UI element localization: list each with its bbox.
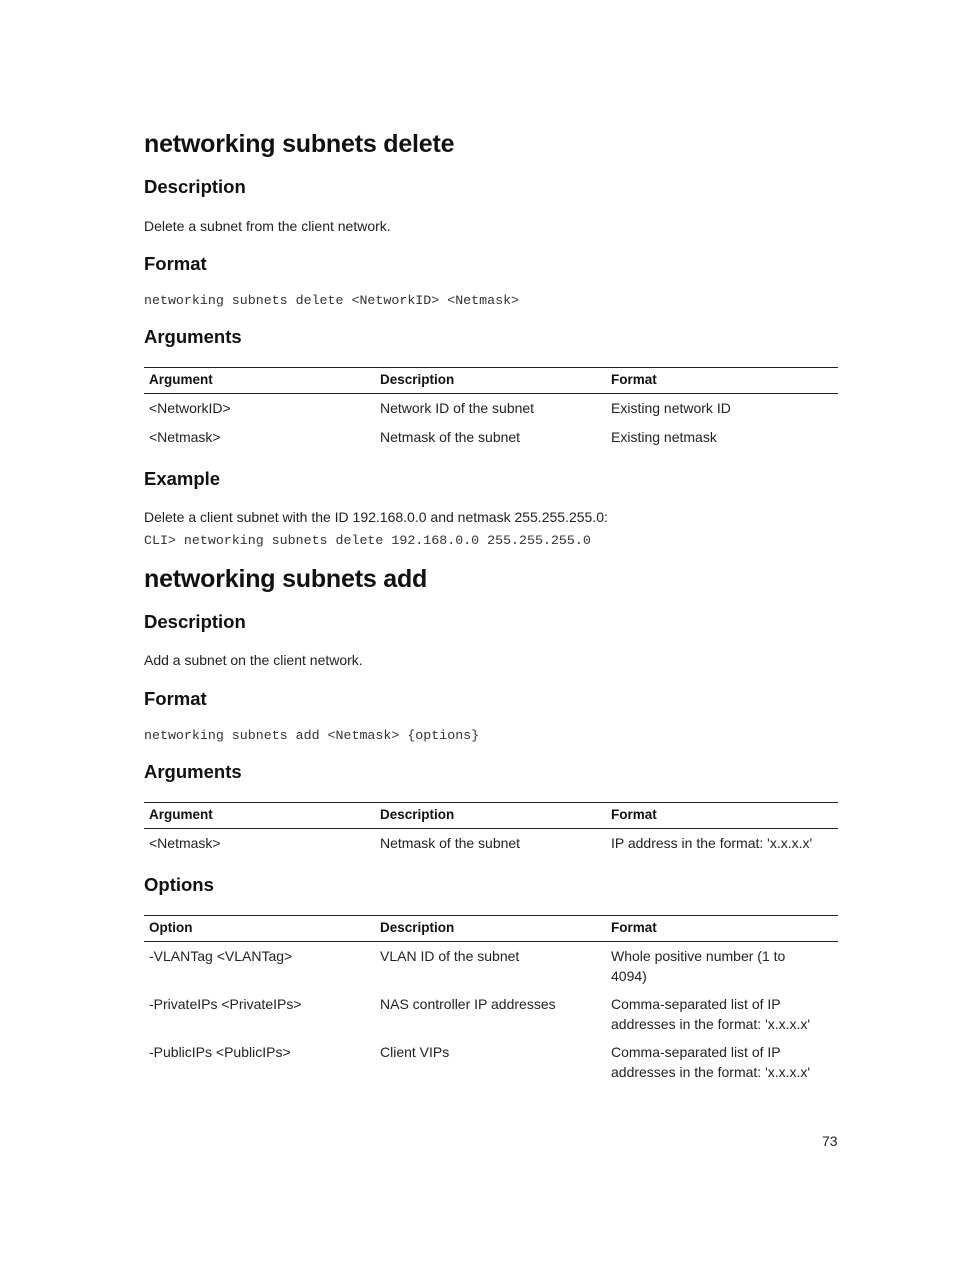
column-header: Format xyxy=(606,803,838,829)
column-header: Format xyxy=(606,368,838,394)
format-heading: Format xyxy=(144,688,207,709)
table-cell: -VLANTag <VLANTag> xyxy=(149,948,293,964)
column-header: Argument xyxy=(144,803,375,829)
example-heading: Example xyxy=(144,468,221,489)
options-heading: Options xyxy=(144,874,214,895)
table-cell: Netmask of the subnet xyxy=(380,428,521,445)
table-cell: IP address in the format: 'x.x.x.x' xyxy=(611,835,813,851)
arguments-table xyxy=(144,367,838,451)
table-cell: Comma-separated list of IP addresses in the format: 'x.x.x.x' xyxy=(611,1044,811,1080)
table-cell: Comma-separated list of IP addresses in the format: 'x.x.x.x' xyxy=(611,996,811,1032)
options-table xyxy=(144,915,838,1086)
table-cell: Existing network ID xyxy=(611,400,731,416)
format-heading: Format xyxy=(144,253,207,274)
table-cell: Whole positive number (1 to 4094) xyxy=(611,948,786,984)
table-cell: Client VIPs xyxy=(380,1044,450,1060)
table-cell: Existing netmask xyxy=(611,428,717,445)
table-row xyxy=(144,394,838,423)
table-cell: Network ID of the subnet xyxy=(380,400,535,416)
table-cell: <Netmask> xyxy=(149,835,221,851)
table-cell: <Netmask> xyxy=(149,428,221,445)
column-header: Argument xyxy=(144,368,375,394)
column-header: Format xyxy=(606,916,838,942)
column-header: Option xyxy=(144,916,375,942)
description-heading: Description xyxy=(144,176,246,197)
table-row xyxy=(144,423,838,452)
table-header-row xyxy=(144,803,838,829)
page-number: 73 xyxy=(822,1133,838,1149)
table-row xyxy=(144,829,838,858)
table-row xyxy=(144,942,838,991)
section-title-add: networking subnets add xyxy=(144,565,428,593)
table-cell: <NetworkID> xyxy=(149,400,231,416)
table-header-row xyxy=(144,916,838,942)
description-text: Delete a subnet from the client network. xyxy=(144,218,391,234)
column-header: Description xyxy=(375,803,606,829)
table-cell: Netmask of the subnet xyxy=(380,835,521,851)
table-cell: -PrivateIPs <PrivateIPs> xyxy=(149,996,302,1012)
table-header-row xyxy=(144,368,838,394)
arguments-table xyxy=(144,802,838,858)
arguments-heading: Arguments xyxy=(144,326,242,347)
description-text: Add a subnet on the client network. xyxy=(144,652,363,668)
section-title-delete: networking subnets delete xyxy=(144,130,455,158)
table-row xyxy=(144,1038,838,1086)
table-cell: VLAN ID of the subnet xyxy=(380,948,520,964)
description-heading: Description xyxy=(144,611,246,632)
column-header: Description xyxy=(375,916,606,942)
format-code: networking subnets add <Netmask> {options} xyxy=(144,728,480,743)
example-text: Delete a client subnet with the ID 192.168.0.0 and netmask 255.255.255.0: xyxy=(144,509,608,525)
arguments-heading: Arguments xyxy=(144,761,242,782)
table-cell: -PublicIPs <PublicIPs> xyxy=(149,1044,291,1060)
example-code: CLI> networking subnets delete 192.168.0.0 255.255.255.0 xyxy=(144,533,591,548)
table-cell: NAS controller IP addresses xyxy=(380,996,556,1012)
table-row xyxy=(144,990,838,1038)
format-code: networking subnets delete <NetworkID> <Netmask> xyxy=(144,293,520,308)
column-header: Description xyxy=(375,368,606,394)
